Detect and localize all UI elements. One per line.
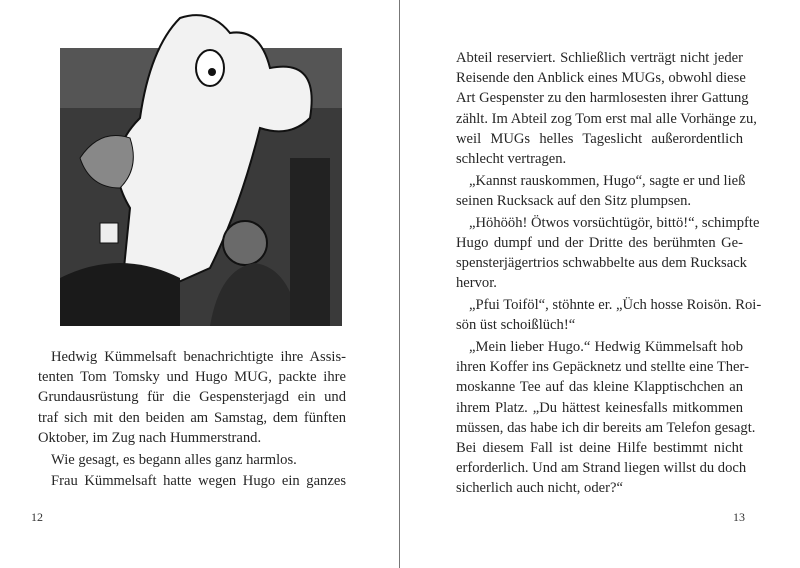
- text-line: „Mein lieber Hugo.“ Hedwig Kümmelsaft hob: [469, 339, 743, 355]
- text-line: Reisende den Anblick eines MUGs, obwohl diese: [456, 70, 746, 87]
- text-line: „Pfui Toiföl“, stöhnte er. „Üch hosse Roisön. Roi-: [469, 297, 762, 314]
- text-line: spensterjägertrios schwabbelte aus dem Rucksack: [456, 255, 747, 272]
- text-line: Abteil reserviert. Schließlich verträgt nicht jeder: [456, 50, 743, 66]
- text-line: seinen Rucksack auf den Sitz plumpsen.: [456, 192, 692, 209]
- text-line: ihrem Platz. „Du hättest keinesfalls mitkommen: [456, 399, 743, 416]
- text-line: ihren Koffer ins Gepäcknetz und stellte eine Ther-: [456, 359, 749, 376]
- page-number: 13: [733, 510, 745, 524]
- text-line: Oktober, im Zug nach Hummerstrand.: [38, 429, 262, 446]
- text-line: erforderlich. Und am Strand liegen willst du doch: [456, 460, 747, 477]
- text-line: tenten Tom Tomsky und Hugo MUG, packte ihre: [38, 369, 346, 386]
- right-page: [400, 0, 800, 568]
- text-line: Frau Kümmelsaft hatte wegen Hugo ein ganzes: [51, 473, 346, 490]
- text-line: sicherlich auch nicht, oder?“: [456, 480, 623, 497]
- text-line: Bei diesem Fall ist deine Hilfe bestimmt nicht: [456, 439, 743, 456]
- text-line: müssen, das habe ich dir bereits am Telefon gesagt.: [456, 419, 756, 436]
- text-line: Hugo dumpf und der Dritte des berühmten Ge-: [456, 234, 743, 251]
- text-line: weil MUGs helles Tageslicht außerordentlich: [456, 130, 743, 147]
- text-line: „Höhööh! Ötwos vorsüchtügör, bittö!“, schimpfte: [469, 214, 760, 231]
- text-line: hervor.: [456, 275, 497, 292]
- illustration-ghost-train-compartment: [60, 8, 342, 326]
- text-line: traf sich mit den beiden am Samstag, dem fünften: [38, 409, 346, 426]
- text-line: sön üst schoißlüch!“: [456, 317, 576, 334]
- text-line: Art Gespenster zu den harmlosesten ihrer Gattung: [456, 90, 749, 107]
- left-page-text: [38, 347, 346, 492]
- text-line: Grundausrüstung für die Gespensterjagd ein und: [38, 389, 346, 406]
- page-number: 12: [31, 510, 43, 524]
- text-line: schlecht vertragen.: [456, 150, 567, 167]
- right-page-text: [456, 48, 762, 499]
- text-line: Wie gesagt, es begann alles ganz harmlos.: [51, 451, 297, 468]
- text-line: „Kannst rauskommen, Hugo“, sagte er und ließ: [469, 172, 746, 189]
- text-line: Hedwig Kümmelsaft benachrichtigte ihre Assis-: [51, 349, 346, 365]
- text-line: moskanne Tee auf das kleine Klapptischchen an: [456, 379, 743, 396]
- text-line: zählt. Im Abteil zog Tom erst mal alle Vorhänge zu,: [456, 110, 757, 127]
